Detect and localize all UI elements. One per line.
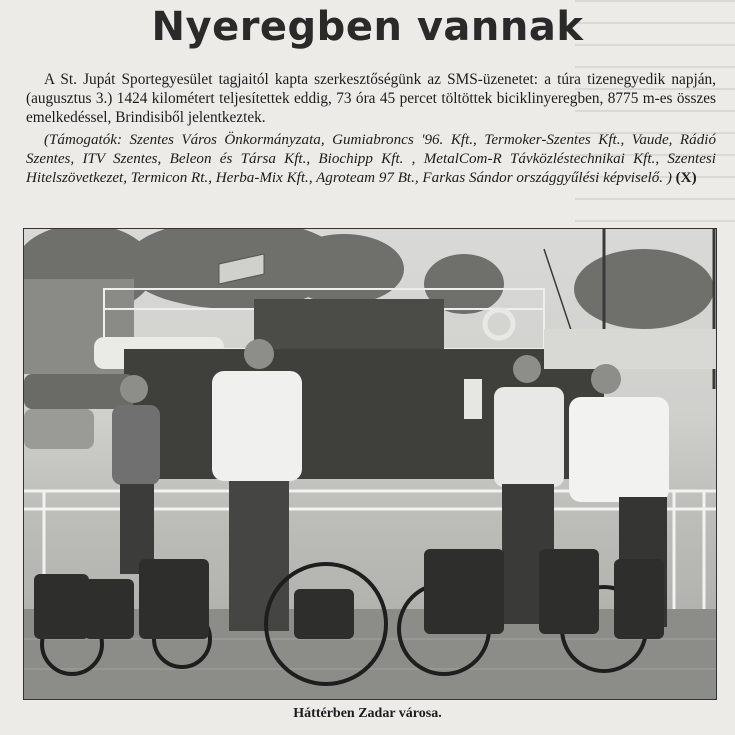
cyclist-2 bbox=[212, 339, 302, 631]
lead-paragraph: A St. Jupát Sportegyesület tagjaitól kapta szerkesztőségünk az SMS-üzenetet: a túra tizenegyedik napján, (augusztus 3.) 1424 kilométert teljesítettek eddig, 73 óra 45 percet töltöttek biciklinyeregben, 8775 m-es összes emelkedéssel, Brindisiből jelentkeztek. bbox=[26, 71, 716, 126]
photo-caption: Háttérben Zadar városa. bbox=[293, 706, 442, 721]
sponsors-text: (Támogatók: Szentes Város Önkormányzata, Gumiabroncs '96. Kft., Termoker-Szentes Kft., Vaude, Rádió Szentes, ITV Szentes, Beleon és Társa Kft., Biochipp Kft. , MetalCom-R Távközléstechnikai Kft., Szentesi Hitelszövetkezet, Termicon Rt., Herba-Mix Kft., Agroteam 97 Bt., Farkas Sándor országgyűlési képviselő. ) bbox=[26, 132, 716, 186]
headline: Nyeregben vannak bbox=[151, 4, 584, 50]
photo-illustration bbox=[24, 229, 716, 699]
author-signature: (X) bbox=[675, 170, 697, 186]
sponsors-paragraph bbox=[26, 131, 716, 188]
cyclists-photo bbox=[23, 228, 717, 700]
